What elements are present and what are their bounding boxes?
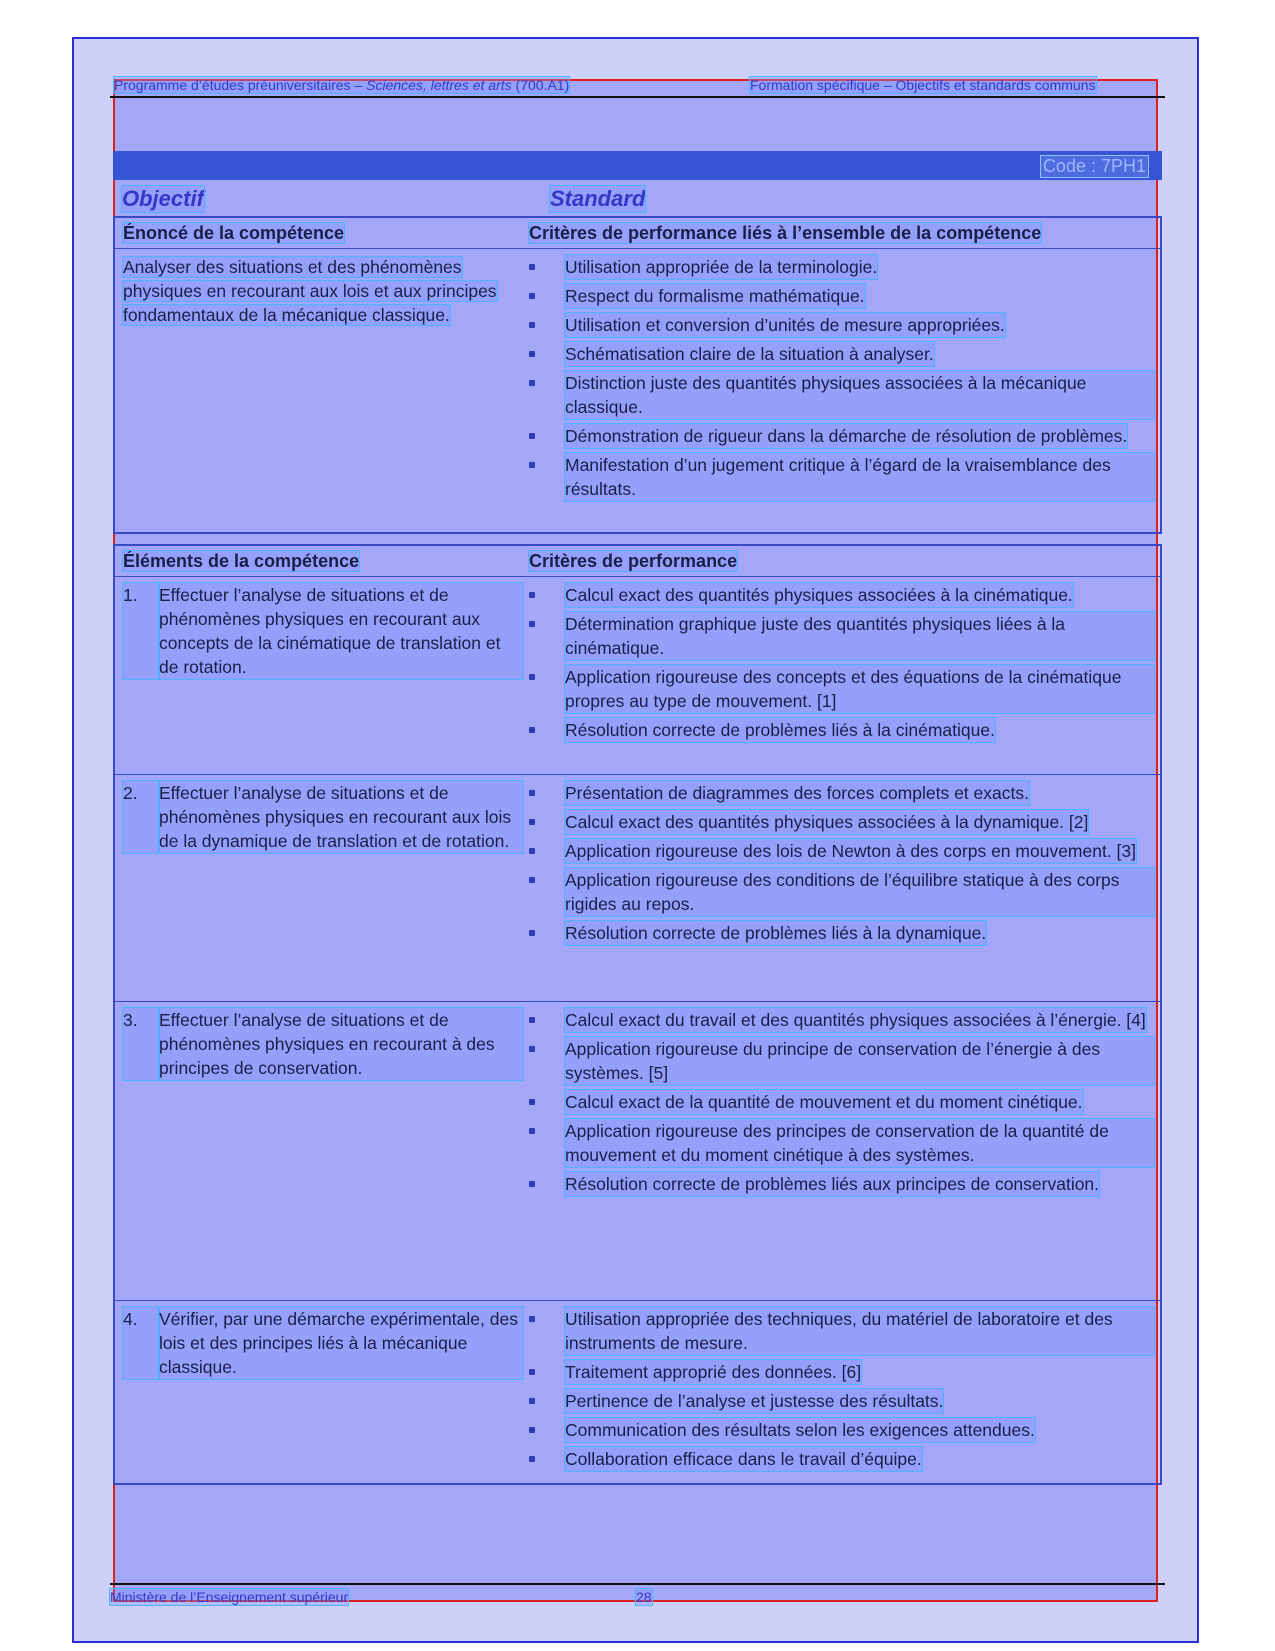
- criterion-item: Calcul exact des quantités physiques associées à la cinématique.: [529, 583, 1154, 607]
- criterion-item: Respect du formalisme mathématique.: [529, 284, 1154, 308]
- bullet-icon: [529, 1090, 565, 1114]
- criterion-item: Démonstration de rigueur dans la démarche de résolution de problèmes.: [529, 424, 1154, 448]
- bullet-icon: [529, 1119, 565, 1167]
- element-number: 1.: [123, 583, 159, 679]
- standard-title: Standard: [550, 186, 646, 211]
- bullet-icon: [529, 453, 565, 501]
- elements-table: [113, 544, 1162, 1485]
- bullet-icon: [529, 1447, 565, 1471]
- bullet-icon: [529, 921, 565, 945]
- criterion-item: Traitement approprié des données. [6]: [529, 1360, 1154, 1384]
- criterion-item: Pertinence de l’analyse et justesse des résultats.: [529, 1389, 1154, 1413]
- element-row-4: [115, 1300, 1160, 1482]
- element-text: Effectuer l’analyse de situations et de phénomènes physiques en recourant à des principes de conservation.: [159, 1008, 523, 1080]
- element-number: 4.: [123, 1307, 159, 1379]
- bullet-icon: [529, 1418, 565, 1442]
- bullet-icon: [529, 424, 565, 448]
- criterion-item: Application rigoureuse des principes de conservation de la quantité de mouvement et du moment cinétique à des systèmes.: [529, 1119, 1154, 1167]
- criterion-item: Collaboration efficace dans le travail d’équipe.: [529, 1447, 1154, 1471]
- running-header-left: [114, 77, 569, 93]
- header-rule: [110, 96, 1165, 98]
- competence-header-row: [115, 218, 1160, 248]
- element-number: 3.: [123, 1008, 159, 1080]
- bullet-icon: [529, 583, 565, 607]
- elements-header-row: [115, 546, 1160, 576]
- criterion-item: Résolution correcte de problèmes liés à la cinématique.: [529, 718, 1154, 742]
- program-name: Programme d’études préuniversitaires –: [114, 77, 363, 93]
- bullet-icon: [529, 284, 565, 308]
- criterion-item: Calcul exact des quantités physiques associées à la dynamique. [2]: [529, 810, 1154, 834]
- criterion-item: Calcul exact du travail et des quantités physiques associées à l’énergie. [4]: [529, 1008, 1154, 1032]
- program-code: (700.A1): [515, 77, 570, 93]
- bullet-icon: [529, 665, 565, 713]
- element-row-2: [115, 774, 1160, 1001]
- criterion-item: Schématisation claire de la situation à analyser.: [529, 342, 1154, 366]
- criterion-item: Application rigoureuse des concepts et des équations de la cinématique propres au type de mouvement. [1]: [529, 665, 1154, 713]
- code-banner: [113, 151, 1162, 180]
- element-row-3: [115, 1001, 1160, 1300]
- footer-rule: [110, 1583, 1165, 1585]
- element-text: Effectuer l’analyse de situations et de phénomènes physiques en recourant aux concepts de la cinématique de translation et de rotation.: [159, 583, 523, 679]
- bullet-icon: [529, 1360, 565, 1384]
- element-number: 2.: [123, 781, 159, 853]
- running-header-right: Formation spécifique – Objectifs et standards communs: [750, 77, 1096, 93]
- criterion-item: Utilisation appropriée de la terminologie.: [529, 255, 1154, 279]
- criterion-item: Communication des résultats selon les exigences attendues.: [529, 1418, 1154, 1442]
- footer-ministry: Ministère de l’Enseignement supérieur: [110, 1589, 349, 1605]
- competency-code: Code : 7PH1: [1042, 156, 1146, 176]
- criterion-item: Utilisation et conversion d’unités de mesure appropriées.: [529, 313, 1154, 337]
- criterion-item: Détermination graphique juste des quantités physiques liées à la cinématique.: [529, 612, 1154, 660]
- element-criteria-list: [529, 583, 1154, 742]
- criterion-item: Présentation de diagrammes des forces complets et exacts.: [529, 781, 1154, 805]
- program-title: Sciences, lettres et arts: [366, 77, 512, 93]
- bullet-icon: [529, 612, 565, 660]
- elements-criteria-heading: Critères de performance: [529, 551, 738, 571]
- competence-criteria-list: [529, 255, 1154, 501]
- bullet-icon: [529, 1037, 565, 1085]
- bullet-icon: [529, 1307, 565, 1355]
- element-criteria-list: [529, 1307, 1154, 1471]
- competence-statement-heading: Énoncé de la compétence: [123, 223, 345, 243]
- element-criteria-list: [529, 1008, 1154, 1196]
- element-text: Effectuer l’analyse de situations et de phénomènes physiques en recourant aux lois de la dynamique de translation et de rotation.: [159, 781, 523, 853]
- bullet-icon: [529, 1008, 565, 1032]
- element-row-1: [115, 576, 1160, 774]
- bullet-icon: [529, 1389, 565, 1413]
- criterion-item: Calcul exact de la quantité de mouvement et du moment cinétique.: [529, 1090, 1154, 1114]
- bullet-icon: [529, 313, 565, 337]
- criterion-item: Application rigoureuse des conditions de l’équilibre statique à des corps rigides au repos.: [529, 868, 1154, 916]
- bullet-icon: [529, 781, 565, 805]
- bullet-icon: [529, 810, 565, 834]
- bullet-icon: [529, 371, 565, 419]
- criterion-item: Distinction juste des quantités physiques associées à la mécanique classique.: [529, 371, 1154, 419]
- competence-table: [113, 216, 1162, 534]
- competence-statement: Analyser des situations et des phénomènes physiques en recourant aux lois et aux principes fondamentaux de la mécanique classique.: [123, 257, 497, 325]
- objective-title: Objectif: [122, 186, 204, 211]
- criterion-item: Application rigoureuse du principe de conservation de l’énergie à des systèmes. [5]: [529, 1037, 1154, 1085]
- bullet-icon: [529, 255, 565, 279]
- bullet-icon: [529, 718, 565, 742]
- criterion-item: Application rigoureuse des lois de Newton à des corps en mouvement. [3]: [529, 839, 1154, 863]
- elements-heading: Éléments de la compétence: [123, 551, 360, 571]
- bullet-icon: [529, 839, 565, 863]
- element-text: Vérifier, par une démarche expérimentale, des lois et des principes liés à la mécanique classique.: [159, 1307, 523, 1379]
- page-number: 28: [636, 1589, 652, 1605]
- bullet-icon: [529, 342, 565, 366]
- criterion-item: Utilisation appropriée des techniques, du matériel de laboratoire et des instruments de mesure.: [529, 1307, 1154, 1355]
- criterion-item: Résolution correcte de problèmes liés aux principes de conservation.: [529, 1172, 1154, 1196]
- competence-criteria-heading: Critères de performance liés à l’ensemble de la compétence: [529, 223, 1042, 243]
- competence-body-row: [115, 248, 1160, 512]
- element-criteria-list: [529, 781, 1154, 945]
- criterion-item: Résolution correcte de problèmes liés à la dynamique.: [529, 921, 1154, 945]
- bullet-icon: [529, 868, 565, 916]
- criterion-item: Manifestation d’un jugement critique à l’égard de la vraisemblance des résultats.: [529, 453, 1154, 501]
- bullet-icon: [529, 1172, 565, 1196]
